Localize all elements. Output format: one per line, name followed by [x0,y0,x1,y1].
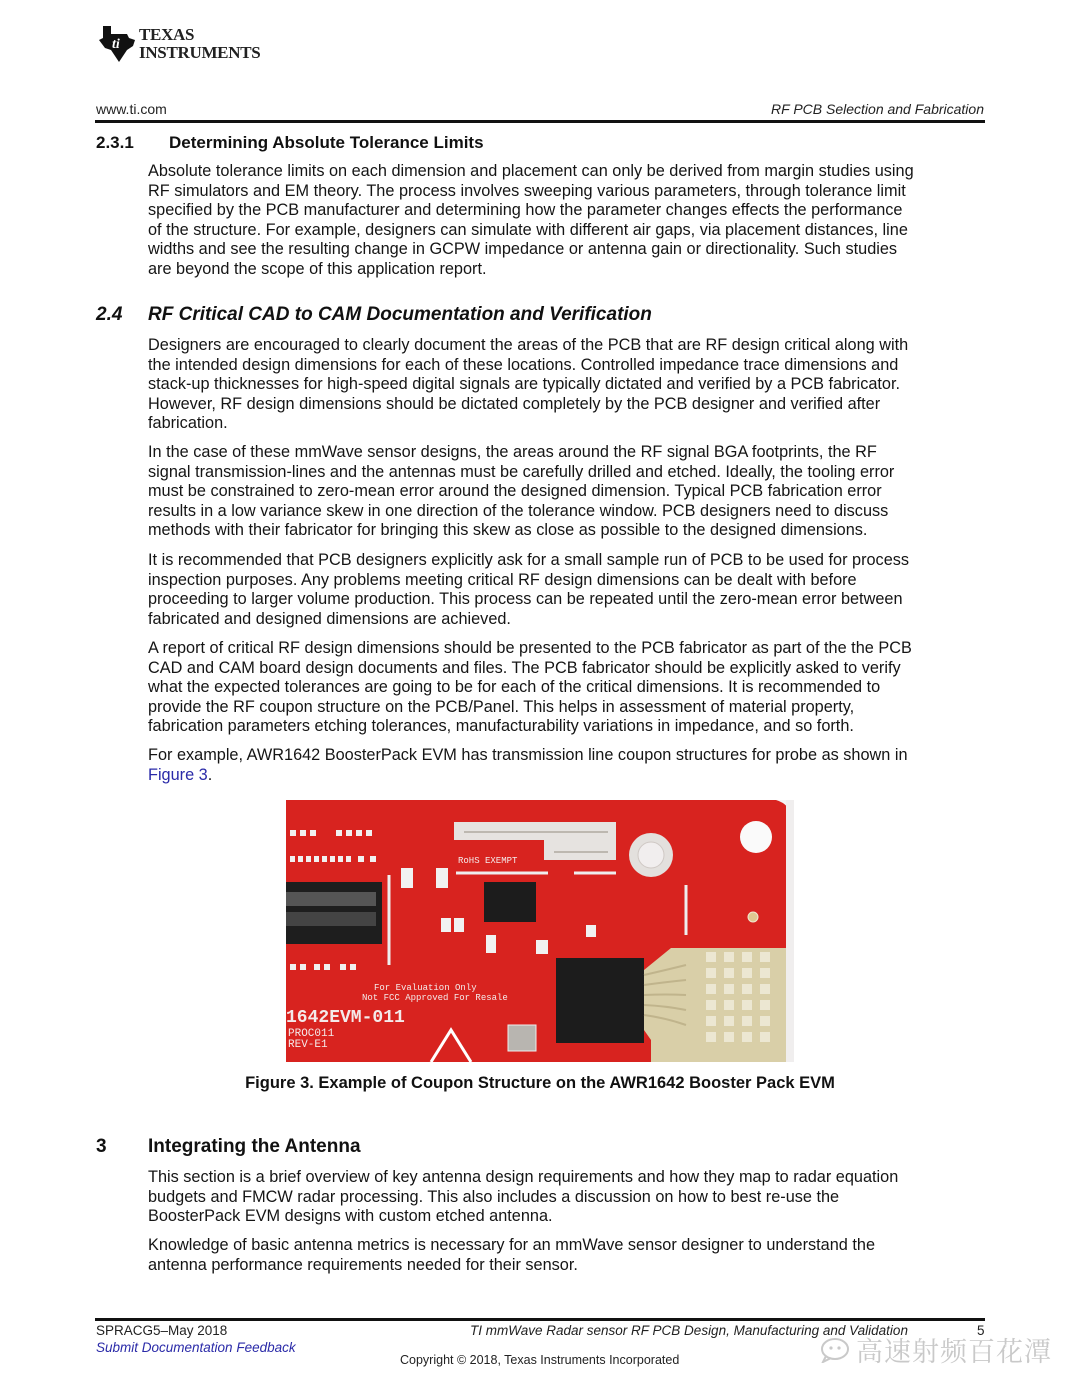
texas-state-icon [97,22,137,62]
rev-silkscreen: REV-E1 [288,1039,328,1051]
text-line: are beyond the scope of this application report. [148,259,487,278]
text-line: inspection purposes. Any problems meeting critical RF design dimensions can be dealt with before [148,570,857,589]
eval-silkscreen-1: For Evaluation Only [374,983,477,993]
text-line: RF simulators and EM theory. The process involves sweeping various parameters, through tolerance limit [148,181,906,200]
text-line: proceeding to larger volume production. This process can be repeated until the zero-mean error between [148,590,903,608]
svg-text:ti: ti [112,37,120,52]
text-line: This section is a brief overview of key antenna design requirements and how they map to radar equation [148,1168,899,1186]
text-line: budgets and FMCW radar processing. This also includes a discussion on how to best re-use the [148,1187,840,1206]
paragraph [148,639,988,737]
board-id-silkscreen: 1642EVM-011 [286,1008,405,1028]
text-line: widths and see the resulting change in GCPW impedance or antenna gain or directionality. Such studies [148,240,898,258]
header-divider [95,120,985,123]
text-line: For example, AWR1642 BoosterPack EVM has transmission line coupon structures for probe as shown in [148,746,908,764]
chat-bubble-icon [820,1337,850,1363]
section-title: Integrating the Antenna [148,1136,361,1157]
figure-3-link[interactable]: Figure 3 [148,765,208,784]
logo-wordmark [139,26,260,62]
submit-feedback-link[interactable]: Submit Documentation Feedback [96,1340,296,1355]
text-line: the intended design dimensions for each of these locations. Controlled impedance trace dimensions and [148,355,899,374]
text-line: fabrication. [148,414,228,432]
paragraph [148,746,988,785]
paragraph [148,551,988,629]
site-url[interactable]: www.ti.com [96,101,167,117]
rohs-silkscreen: RoHS EXEMPT [458,856,518,866]
text-line: results in a low variance skew in one direction of the tolerance window. PCB designers need to discuss [148,501,889,520]
section-title: RF Critical CAD to CAM Documentation and Verification [148,304,652,325]
eval-silkscreen-2: Not FCC Approved For Resale [362,993,508,1003]
text-line: provide the RF coupon structure on the PCB/Panel. This helps in assessment of material property, [148,697,855,716]
paragraph [148,1236,988,1275]
pcb-illustration [286,800,794,1062]
watermark-text: 高速射频百花潭 [856,1337,1052,1367]
text-line: fabrication parameters etching tolerances, manufacturability variations in impedance, and so forth. [148,717,854,735]
text-line: what the expected tolerances are going to be for each of the critical dimensions. It is recommended to [148,678,881,696]
paragraph [148,336,988,434]
section-number: 2.4 [96,304,123,325]
text-line: of the structure. For example, designers can simulate with different air gaps, via placement distances, line [148,220,908,239]
text-line: It is recommended that PCB designers explicitly ask for a small sample run of PCB to be used for process [148,551,910,569]
text-line: methods with their fabricator for bringing this skew as close as possible to the designed dimensions. [148,521,868,539]
chapter-title: RF PCB Selection and Fabrication [771,101,984,117]
section-title: Determining Absolute Tolerance Limits [169,133,484,152]
doc-id: SPRACG5–May 2018 [96,1323,228,1338]
text-line: signal transmission-lines and the antennas must be carefully drilled and etched. Ideally, the tooling error [148,462,895,481]
text-line: CAD and CAM board design documents and files. The PCB fabricator should be explicitly asked to verify [148,658,901,677]
ti-logo [97,22,267,66]
text-line: However, RF design dimensions should be dictated completely by the PCB designer and verified after [148,394,881,413]
text-line: antenna performance requirements needed for their sensor. [148,1255,578,1274]
text-line: Knowledge of basic antenna metrics is necessary for an mmWave sensor designer to understand the [148,1236,876,1254]
text-line: Absolute tolerance limits on each dimension and placement can only be derived from margin studies using [148,162,914,180]
text-line: specified by the PCB manufacturer and determining how the parameter changes effects the performance [148,201,903,219]
text-line: fabricated and designed dimensions are achieved. [148,609,511,628]
paragraph [148,162,988,279]
proc-silkscreen: PROC011 [288,1028,335,1040]
footer-divider [95,1318,985,1321]
logo-line1: TEXAS [139,25,195,44]
text-line: BoosterPack EVM designs with custom etched antenna. [148,1207,553,1225]
logo-line2: INSTRUMENTS [139,43,261,62]
page-number: 5 [977,1323,985,1338]
figure-caption: Figure 3. Example of Coupon Structure on the AWR1642 Booster Pack EVM [245,1074,835,1092]
punctuation: . [207,765,213,784]
document-title: TI mmWave Radar sensor RF PCB Design, Manufacturing and Validation [470,1323,908,1338]
paragraph [148,443,988,541]
text-line: Designers are encouraged to clearly document the areas of the PCB that are RF design critical along with [148,336,909,354]
watermark [820,1330,1052,1369]
section-number: 2.3.1 [96,133,134,152]
pcb-photo [286,800,794,1062]
text-line: In the case of these mmWave sensor designs, the areas around the RF signal BGA footprints, the RF [148,443,877,461]
text-line: stack-up thicknesses for high-speed digital signals are typically dictated and verified by a PCB fabricator. [148,375,901,393]
text-line: A report of critical RF design dimensions should be presented to the PCB fabricator as part of the the PCB [148,639,912,657]
paragraph [148,1168,988,1227]
text-line: must be constrained to zero-mean error around the designed dimension. Typical PCB fabrication error [148,482,882,500]
copyright: Copyright © 2018, Texas Instruments Incorporated [400,1353,680,1367]
section-number: 3 [96,1136,107,1157]
